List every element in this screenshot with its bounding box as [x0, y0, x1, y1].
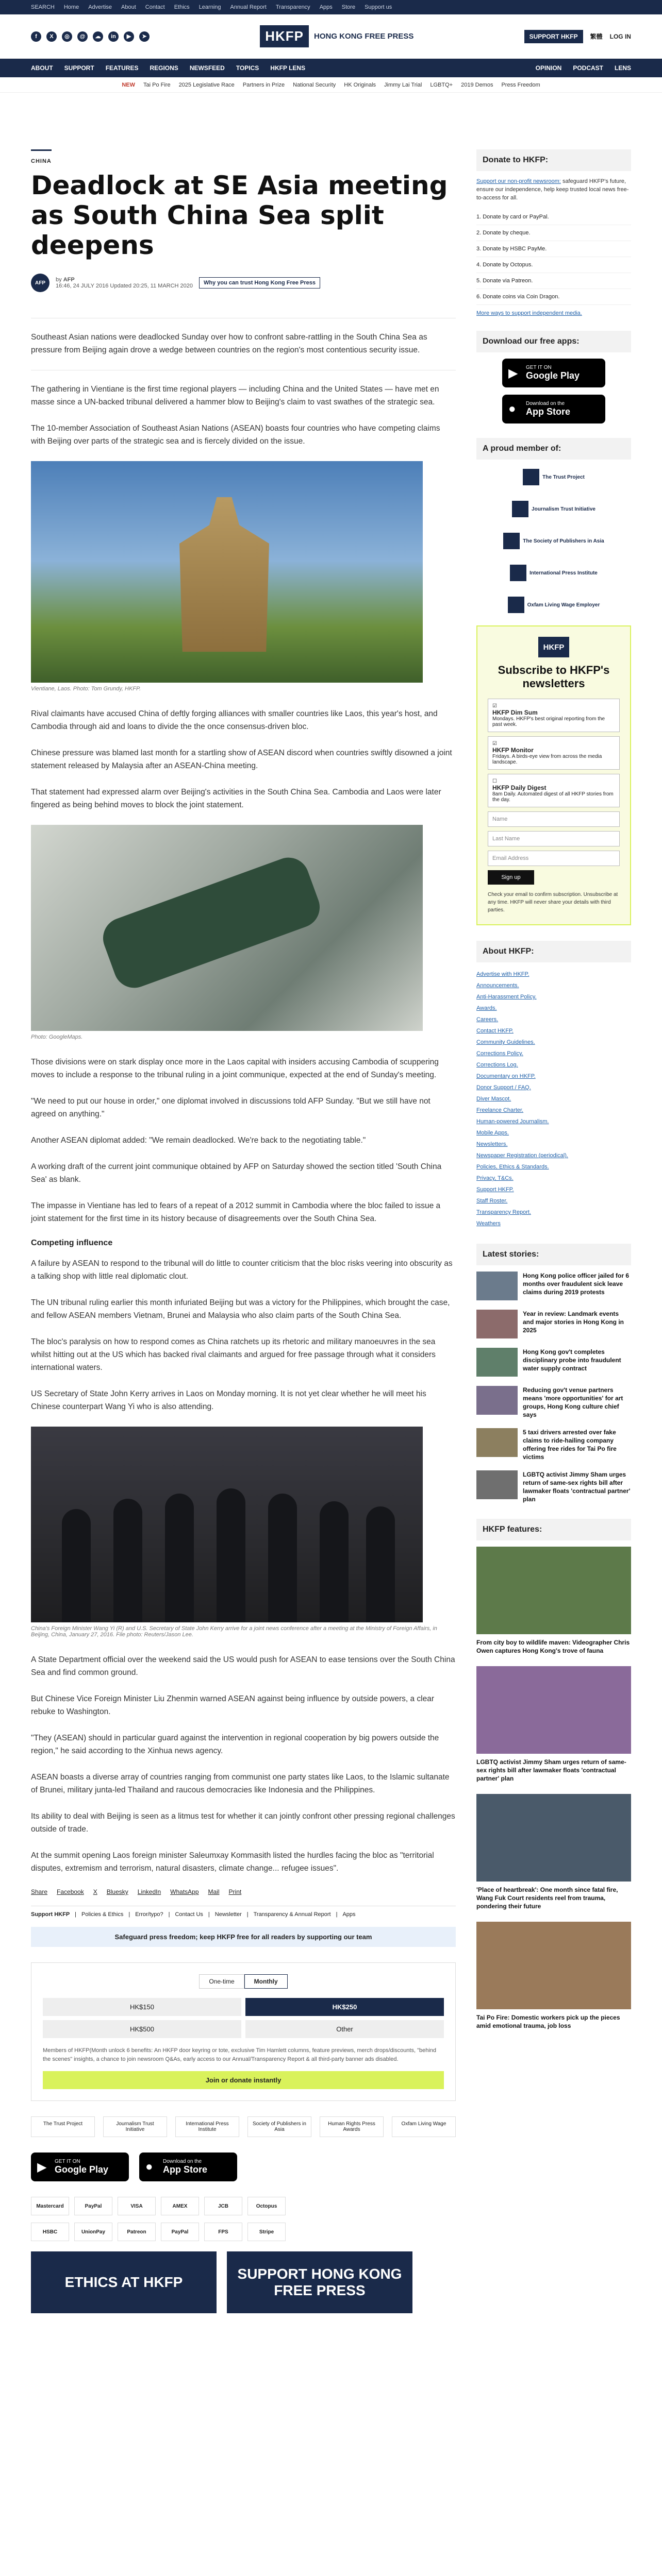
partner-logo[interactable]: Journalism Trust Initiative: [103, 2116, 167, 2137]
story-title[interactable]: Hong Kong gov't completes disciplinary probe into fraudulent water supply contract: [523, 1348, 621, 1372]
feature-image[interactable]: [476, 1666, 631, 1754]
share-facebook[interactable]: Facebook: [57, 1888, 84, 1895]
hkfp-features: [476, 1519, 631, 2030]
author-avatar: AFP: [31, 274, 49, 292]
member-title: A proud member of:: [476, 438, 631, 460]
newsletter-logo: HKFP: [538, 637, 569, 657]
feature-story[interactable]: [476, 1547, 631, 1655]
paragraph: US Secretary of State John Kerry arrives in Laos on Monday morning. It is not yet clear whether he will meet his Chinese counterpart Wang Yi who is also attending.: [31, 1389, 426, 1411]
site-logo[interactable]: [260, 25, 413, 47]
latest-story[interactable]: [476, 1310, 631, 1338]
share-x[interactable]: X: [93, 1888, 97, 1895]
about-title: About HKFP:: [476, 941, 631, 962]
gp-small: GET IT ON: [526, 365, 552, 370]
article-title: Deadlock at SE Asia meeting as South China Sea split deepens: [31, 171, 448, 260]
nav-about[interactable]: ABOUT: [31, 64, 53, 72]
app-store-button[interactable]: [139, 2153, 237, 2181]
about-link[interactable]: Donor Support / FAQ.: [476, 1084, 531, 1091]
login-link[interactable]: LOG IN: [609, 32, 631, 40]
story-thumbnail[interactable]: [476, 1348, 518, 1377]
as-small: Download on the: [163, 2159, 202, 2164]
nav-lens[interactable]: LENS: [614, 64, 631, 72]
nav-support[interactable]: SUPPORT: [64, 64, 94, 72]
story-thumbnail[interactable]: [476, 1310, 518, 1338]
join-button[interactable]: Join or donate instantly: [43, 2071, 444, 2089]
telegram-icon[interactable]: ➤: [139, 31, 150, 42]
nav-newsfeed[interactable]: NEWSFEED: [189, 64, 225, 72]
social-icons: [31, 31, 150, 42]
donate-method[interactable]: 3. Donate by HSBC PayMe.: [476, 241, 631, 257]
about-link[interactable]: Diver Mascot.: [476, 1096, 511, 1102]
util-link-support[interactable]: Support us: [365, 4, 392, 10]
about-link[interactable]: Announcements.: [476, 982, 519, 989]
play-icon: ▶: [508, 366, 518, 380]
payment-logo: PayPal: [74, 2197, 112, 2215]
as-big: App Store: [526, 406, 571, 417]
donate-method[interactable]: 2. Donate by cheque.: [476, 225, 631, 241]
language-link[interactable]: 繁體: [590, 33, 603, 40]
logo-box: HKFP: [260, 25, 309, 47]
kerry-wang-photo: [31, 1427, 423, 1622]
footlink-apps[interactable]: Apps: [342, 1911, 356, 1918]
feature-title[interactable]: LGBTQ activist Jimmy Sham urges return of same-sex rights bill after lawmaker floats 'contractual partner' plan: [476, 1758, 626, 1782]
share-bluesky[interactable]: Bluesky: [106, 1888, 128, 1895]
paragraph: The impasse in Vientiane has led to fears of a repeat of a 2012 summit in Cambodia where the bloc failed to issue a joint statement for the first time in its history because of disagreements over the South China Sea.: [31, 1201, 441, 1223]
member-logo[interactable]: International Press Institute: [476, 562, 631, 584]
paragraph: The bloc's paralysis on how to respond comes as China ratchets up its rhetoric and military manoeuvres in the sea whilst hitting out at the US which has backed rival claimants and argued for free passage through what it considers international waters.: [31, 1337, 436, 1372]
paragraph: A working draft of the current joint communique obtained by AFP on Saturday showed the section titled 'South China Sea' as blank.: [31, 1162, 442, 1184]
about-link[interactable]: Transparency Report.: [476, 1209, 531, 1215]
donate-intro: [476, 177, 631, 202]
partner-logo[interactable]: Human Rights Press Awards: [320, 2116, 384, 2137]
about-link[interactable]: Privacy, T&Cs.: [476, 1175, 514, 1181]
partner-logo[interactable]: International Press Institute: [175, 2116, 239, 2137]
paragraph: That statement had expressed alarm over Beijing's activities in the South China Sea. Cambodia and Laos were later fingered as being behind moves to block the joint statement.: [31, 788, 441, 809]
app-buttons: [31, 2153, 456, 2181]
logo-text: HONG KONG FREE PRESS: [314, 31, 414, 41]
payment-logo: HSBC: [31, 2223, 69, 2241]
footlink-support[interactable]: Support HKFP: [31, 1911, 70, 1918]
amount-option[interactable]: HK$500: [43, 2020, 241, 2038]
footlink-contact[interactable]: Contact Us: [175, 1911, 203, 1918]
brand-header: [0, 14, 662, 59]
about-link[interactable]: Advertise with HKFP.: [476, 971, 529, 977]
as-small: Download on the: [526, 401, 565, 406]
paragraph: The gathering in Vientiane is the first time regional players — including China and the United States — have met en masse since a UN-backed tribunal delivered a hammer blow to Beijing's claim to vast swathes of the strategic sea.: [31, 385, 439, 406]
paragraph: But Chinese Vice Foreign Minister Liu Zhenmin warned ASEAN against being influence by outside powers, a clear rebuke to Washington.: [31, 1694, 435, 1716]
util-link-advertise[interactable]: Advertise: [88, 4, 112, 10]
story-thumbnail[interactable]: [476, 1386, 518, 1415]
about-link[interactable]: Newspaper Registration (periodical).: [476, 1153, 568, 1159]
trending-link[interactable]: National Security: [293, 81, 336, 88]
search-link[interactable]: SEARCH: [31, 4, 55, 10]
donate-methods: [476, 209, 631, 305]
footlink-policies[interactable]: Policies & Ethics: [81, 1911, 124, 1918]
more-ways-link[interactable]: More ways to support independent media.: [476, 310, 582, 316]
trending-link[interactable]: Tai Po Fire: [143, 81, 171, 88]
last-name-input[interactable]: Last Name: [488, 831, 620, 846]
promo-banners: [31, 2251, 456, 2313]
about-link[interactable]: Documentary on HKFP.: [476, 1073, 536, 1079]
about-link[interactable]: Policies, Ethics & Standards.: [476, 1164, 549, 1170]
story-title[interactable]: Hong Kong police officer jailed for 6 months over fraudulent sick leave claims during 2019 protests: [523, 1272, 630, 1296]
story-thumbnail[interactable]: [476, 1272, 518, 1300]
latest-story[interactable]: [476, 1272, 631, 1300]
donate-intro-link[interactable]: Support our non-profit newsroom:: [476, 178, 561, 184]
payment-logo: JCB: [204, 2197, 242, 2215]
latest-story[interactable]: [476, 1428, 631, 1461]
util-link-about[interactable]: About: [121, 4, 136, 10]
donate-widget: [31, 1962, 456, 2101]
sidebar: [476, 149, 631, 2313]
footlink-transparency[interactable]: Transparency & Annual Report: [253, 1911, 331, 1918]
story-thumbnail[interactable]: [476, 1470, 518, 1499]
util-link-contact[interactable]: Contact: [145, 4, 165, 10]
paragraph: ASEAN boasts a diverse array of countries ranging from communist one party states like Laos, to the Islamic sultanate of Brunei, military junta-led Thailand and raucous democracies like Indonesia and the Philippines.: [31, 1773, 450, 1794]
donate-method[interactable]: 6. Donate coins via Coin Dragon.: [476, 289, 631, 305]
donate-title: Donate to HKFP:: [476, 149, 631, 171]
signup-button[interactable]: Sign up: [488, 870, 534, 885]
util-link-store[interactable]: Store: [341, 4, 356, 10]
as-big: App Store: [163, 2164, 208, 2175]
newsletter-title: Subscribe to HKFP's newsletters: [498, 664, 610, 690]
newsletter-option[interactable]: ☐ HKFP Daily Digest 8am Daily. Automated digest of all HKFP stories from the day.: [488, 774, 620, 807]
about-link[interactable]: Support HKFP.: [476, 1187, 514, 1193]
story-title[interactable]: LGBTQ activist Jimmy Sham urges return of same-sex rights bill after lawmaker floats 'contractual partner' plan: [523, 1471, 631, 1503]
donate-intro-text: safeguard HKFP's future, ensure our independence, help keep trusted local news free-to-access for all.: [476, 178, 629, 201]
share-print[interactable]: Print: [228, 1888, 242, 1895]
about-link[interactable]: Weathers: [476, 1221, 501, 1227]
payment-logos-row: [31, 2223, 456, 2241]
tab-monthly[interactable]: Monthly: [244, 1974, 288, 1989]
author-name[interactable]: AFP: [63, 277, 75, 283]
article-category[interactable]: CHINA: [31, 158, 52, 164]
donate-note: Members of HKFP(Month unlock 6 benefits: An HKFP door keyring or tote, exclusive Tim Hamlett columns, feature previews, merch drops/discounts, "behind the scenes" insights, a chance to join newsroom Q&As, early access to our Annual/Transparency Report & all third-party banner ads disabled.: [43, 2047, 437, 2062]
util-link-learning[interactable]: Learning: [198, 4, 221, 10]
amount-option[interactable]: HK$150: [43, 1998, 241, 2016]
feature-story[interactable]: [476, 1794, 631, 1910]
instagram-icon[interactable]: ◎: [62, 31, 72, 42]
caption: China's Foreign Minister Wang Yi (R) and U.S. Secretary of State John Kerry arrive for a joint news conference after a meeting at the Ministry of Foreign Affairs, in Beijing, China, January 27, 2016. File photo: Reuters/Jason Lee.: [31, 1625, 437, 1638]
payment-logo: Octopus: [247, 2197, 286, 2215]
paragraph: The UN tribunal ruling earlier this month infuriated Beijing but was a victory for the Philippines, which brought the case, and fellow ASEAN members Vietnam, Brunei and Malaysia who also claim parts of the South China Sea.: [31, 1298, 450, 1320]
x-icon[interactable]: X: [46, 31, 57, 42]
apple-icon: ●: [508, 402, 516, 416]
latest-stories: [476, 1244, 631, 1503]
util-link-transparency[interactable]: Transparency: [275, 4, 310, 10]
vientiane-photo: [31, 461, 423, 683]
main-nav: [0, 59, 662, 77]
newsletter-signup: [476, 625, 631, 925]
support-hkfp-button[interactable]: SUPPORT HKFP: [524, 30, 583, 43]
paragraph: A failure by ASEAN to respond to the tribunal will do little to counter criticism that the bloc risks veering into obscurity as a talking shop with little real diplomatic clout.: [31, 1259, 453, 1281]
nav-regions[interactable]: REGIONS: [150, 64, 178, 72]
member-logo[interactable]: The Trust Project: [476, 466, 631, 488]
email-input[interactable]: Email Address: [488, 851, 620, 866]
bluesky-icon[interactable]: ☁: [93, 31, 103, 42]
latest-story[interactable]: [476, 1470, 631, 1503]
paragraph: At the summit opening Laos foreign minister Saleumxay Kommasith listed the hurdles facing the bloc as "territorial disputes, extremism and terrorism, natural disasters, climate change... refugee issues".: [31, 1851, 434, 1873]
trending-bar: [0, 77, 662, 93]
util-link-home[interactable]: Home: [63, 4, 79, 10]
share-mail[interactable]: Mail: [208, 1888, 220, 1895]
caption: Photo: GoogleMaps.: [31, 1034, 83, 1040]
about-link[interactable]: Community Guidelines.: [476, 1039, 535, 1045]
subheading: Competing influence: [31, 1239, 113, 1247]
share-whatsapp[interactable]: WhatsApp: [170, 1888, 199, 1895]
article: [31, 149, 456, 2313]
caption: Vientiane, Laos. Photo: Tom Grundy, HKFP.: [31, 686, 141, 692]
tab-one-time[interactable]: One-time: [199, 1974, 244, 1989]
footlink-newsletter[interactable]: Newsletter: [214, 1911, 242, 1918]
paragraph: The 10-member Association of Southeast Asian Nations (ASEAN) boasts four countries who have competing claims with Beijing over parts of the strategic sea and is fiercely divided on the issue.: [31, 424, 440, 446]
payment-logo: Stripe: [247, 2223, 286, 2241]
feature-title[interactable]: Tai Po Fire: Domestic workers pick up the pieces amid emotional trauma, job loss: [476, 2014, 620, 2029]
paragraph: Another ASEAN diplomat added: "We remain deadlocked. We're back to the negotiating table.": [31, 1136, 366, 1145]
latest-title: Latest stories:: [476, 1244, 631, 1265]
utility-bar: [0, 0, 662, 14]
kicker-line: [31, 149, 52, 151]
feature-title[interactable]: From city boy to wildlife maven: Videographer Chris Owen captures Hong Kong's trove of fauna: [476, 1639, 630, 1654]
feature-title[interactable]: 'Place of heartbreak': One month since fatal fire, Wang Fuk Court residents reel from trauma, pondering their future: [476, 1886, 618, 1910]
figure-map: [31, 825, 456, 1040]
brand-actions: [524, 30, 631, 43]
footlink-error[interactable]: Error/typo?: [135, 1911, 163, 1918]
google-play-button[interactable]: [502, 359, 605, 387]
paragraph: Rival claimants have accused China of deftly forging alliances with smaller countries like Laos, this year's host, and Cambodia through aid and loans to divide the the once consensus-driven bloc.: [31, 709, 438, 731]
app-store-button[interactable]: [502, 395, 605, 423]
youtube-icon[interactable]: ▶: [124, 31, 134, 42]
donate-method[interactable]: 1. Donate by card or PayPal.: [476, 209, 631, 225]
about-links: [476, 969, 631, 1229]
trending-link[interactable]: HK Originals: [344, 81, 376, 88]
features-title: HKFP features:: [476, 1519, 631, 1540]
apple-icon: ●: [145, 2160, 153, 2174]
about-link[interactable]: Human-powered Journalism.: [476, 1118, 549, 1125]
share-bar: [31, 1888, 456, 1895]
safeguard-banner[interactable]: Safeguard press freedom; keep HKFP free for all readers by supporting our team: [31, 1927, 456, 1947]
nav-podcast[interactable]: PODCAST: [573, 64, 603, 72]
partner-logo[interactable]: Oxfam Living Wage: [392, 2116, 456, 2137]
play-icon: ▶: [37, 2160, 47, 2174]
latest-story[interactable]: [476, 1348, 631, 1377]
gp-big: Google Play: [55, 2164, 109, 2175]
about-link[interactable]: Awards.: [476, 1005, 497, 1011]
newsletter-option[interactable]: ☑ HKFP Dim Sum Mondays. HKFP's best original reporting from the past week.: [488, 699, 620, 732]
byline: [31, 274, 456, 292]
article-dates: 16:46, 24 JULY 2016 Updated 20:25, 11 MARCH 2020: [56, 283, 193, 289]
name-input[interactable]: Name: [488, 811, 620, 827]
paragraph: Its ability to deal with Beijing is seen as a litmus test for whether it can jointly confront other pressing regional challenges outside of trade.: [31, 1812, 455, 1834]
google-play-button[interactable]: [31, 2153, 129, 2181]
partner-logos: [31, 2116, 456, 2137]
share-label: Share: [31, 1888, 48, 1895]
donate-method[interactable]: 5. Donate via Patreon.: [476, 273, 631, 289]
trust-link[interactable]: Why you can trust Hong Kong Free Press: [199, 277, 320, 289]
paragraph: Those divisions were on stark display once more in the Laos capital with insiders accusing Cambodia of scuppering moves to include a response to the tribunal ruling in a joint communique, expected at the end of Sunday's meeting.: [31, 1058, 439, 1079]
paragraph: "They (ASEAN) should in particular guard against the intervention in regional cooperation by big powers outside the region," he said according to the Xinhua news agency.: [31, 1734, 439, 1755]
trending-link[interactable]: Press Freedom: [501, 81, 540, 88]
about-link[interactable]: Careers.: [476, 1016, 499, 1023]
paragraph: A State Department official over the weekend said the US would push for ASEAN to ease tensions over the South China Sea and find common ground.: [31, 1655, 455, 1677]
figure-vientiane: [31, 461, 456, 692]
donate-method[interactable]: 4. Donate by Octopus.: [476, 257, 631, 273]
amount-option-selected[interactable]: HK$250: [245, 1998, 444, 2016]
about-link[interactable]: Staff Roster.: [476, 1198, 508, 1204]
payment-logos-row: [31, 2197, 456, 2215]
feature-story[interactable]: [476, 1922, 631, 2030]
payment-logo: Mastercard: [31, 2197, 69, 2215]
latest-story[interactable]: [476, 1386, 631, 1419]
payment-logo: PayPal: [161, 2223, 199, 2241]
paragraph: Southeast Asian nations were deadlocked Sunday over how to confront sabre-rattling in the South China Sea as pressure from Beijing again drove a wedge between countries on the region's most contentious security issue.: [31, 333, 427, 354]
payment-logo: VISA: [118, 2197, 156, 2215]
trending-link[interactable]: LGBTQ+: [430, 81, 453, 88]
satellite-photo: [31, 825, 423, 1031]
linkedin-icon[interactable]: in: [108, 31, 119, 42]
by-prefix: by: [56, 277, 62, 283]
story-title[interactable]: Reducing gov't venue partners means 'more opportunities' for art groups, Hong Kong culture chief says: [523, 1386, 623, 1418]
partner-logo[interactable]: The Trust Project: [31, 2116, 95, 2137]
payment-logo: Patreon: [118, 2223, 156, 2241]
member-logo[interactable]: Oxfam Living Wage Employer: [476, 594, 631, 616]
nav-opinion[interactable]: OPINION: [535, 64, 562, 72]
about-link[interactable]: Mobile Apps.: [476, 1130, 509, 1136]
new-badge: NEW: [122, 81, 135, 88]
nav-features[interactable]: FEATURES: [105, 64, 139, 72]
newsletter-option[interactable]: ☑ HKFP Monitor Fridays. A birds-eye view from across the media landscape.: [488, 736, 620, 770]
feature-story[interactable]: [476, 1666, 631, 1783]
about-link[interactable]: Anti-Harassment Policy.: [476, 994, 537, 1000]
share-linkedin[interactable]: LinkedIn: [137, 1888, 161, 1895]
feature-image[interactable]: [476, 1922, 631, 2009]
nav-hkfp-lens[interactable]: HKFP LENS: [270, 64, 306, 72]
apps-title: Download our free apps:: [476, 331, 631, 352]
gp-big: Google Play: [526, 370, 580, 381]
story-title[interactable]: 5 taxi drivers arrested over fake claims to ride-hailing company offering free rides for Tai Po fire victims: [523, 1429, 617, 1461]
support-banner[interactable]: SUPPORT HONG KONG FREE PRESS: [227, 2251, 412, 2313]
paragraph: Chinese pressure was blamed last month for a startling show of ASEAN discord when countries swiftly disowned a joint statement released by Malaysia after an ASEAN-China meeting.: [31, 749, 452, 770]
figure-kerry: [31, 1427, 456, 1638]
paragraph: "We need to put our house in order," one diplomat involved in discussions told AFP Sunday. "But we still have not agreed on anything.": [31, 1097, 431, 1118]
about-link[interactable]: Freelance Charter.: [476, 1107, 524, 1113]
payment-logo: AMEX: [161, 2197, 199, 2215]
trending-link[interactable]: 2025 Legislative Race: [178, 81, 235, 88]
trending-link[interactable]: Partners in Prize: [242, 81, 285, 88]
amount-option-other[interactable]: Other: [245, 2020, 444, 2038]
trending-link[interactable]: 2019 Demos: [461, 81, 493, 88]
member-logo[interactable]: The Society of Publishers in Asia: [476, 530, 631, 552]
util-link-apps[interactable]: Apps: [319, 4, 333, 10]
about-link[interactable]: Corrections Log.: [476, 1062, 518, 1068]
util-link-annual-report[interactable]: Annual Report: [230, 4, 267, 10]
newsletter-note: Check your email to confirm subscription. Unsubscribe at any time. HKFP will never share your details with third parties.: [488, 892, 618, 913]
partner-logo[interactable]: Society of Publishers in Asia: [247, 2116, 311, 2137]
trending-link[interactable]: Jimmy Lai Trial: [384, 81, 422, 88]
payment-logo: UnionPay: [74, 2223, 112, 2241]
story-thumbnail[interactable]: [476, 1428, 518, 1457]
ethics-banner[interactable]: ETHICS AT HKFP: [31, 2251, 217, 2313]
feature-image[interactable]: [476, 1547, 631, 1634]
article-footer-links: Support HKFP | Policies & Ethics | Error/typo? | Contact Us | Newsletter | Transparency & Annual Report | Apps: [31, 1906, 456, 1918]
feature-image[interactable]: [476, 1794, 631, 1882]
gp-small: GET IT ON: [55, 2159, 80, 2164]
nav-topics[interactable]: TOPICS: [236, 64, 259, 72]
about-link[interactable]: Contact HKFP.: [476, 1028, 514, 1034]
payment-logo: FPS: [204, 2223, 242, 2241]
util-link-ethics[interactable]: Ethics: [174, 4, 190, 10]
threads-icon[interactable]: @: [77, 31, 88, 42]
facebook-icon[interactable]: f: [31, 31, 41, 42]
about-link[interactable]: Corrections Policy.: [476, 1050, 523, 1057]
about-link[interactable]: Newsletters.: [476, 1141, 508, 1147]
member-logo[interactable]: Journalism Trust Initiative: [476, 498, 631, 520]
story-title[interactable]: Year in review: Landmark events and major stories in Hong Kong in 2025: [523, 1310, 624, 1334]
